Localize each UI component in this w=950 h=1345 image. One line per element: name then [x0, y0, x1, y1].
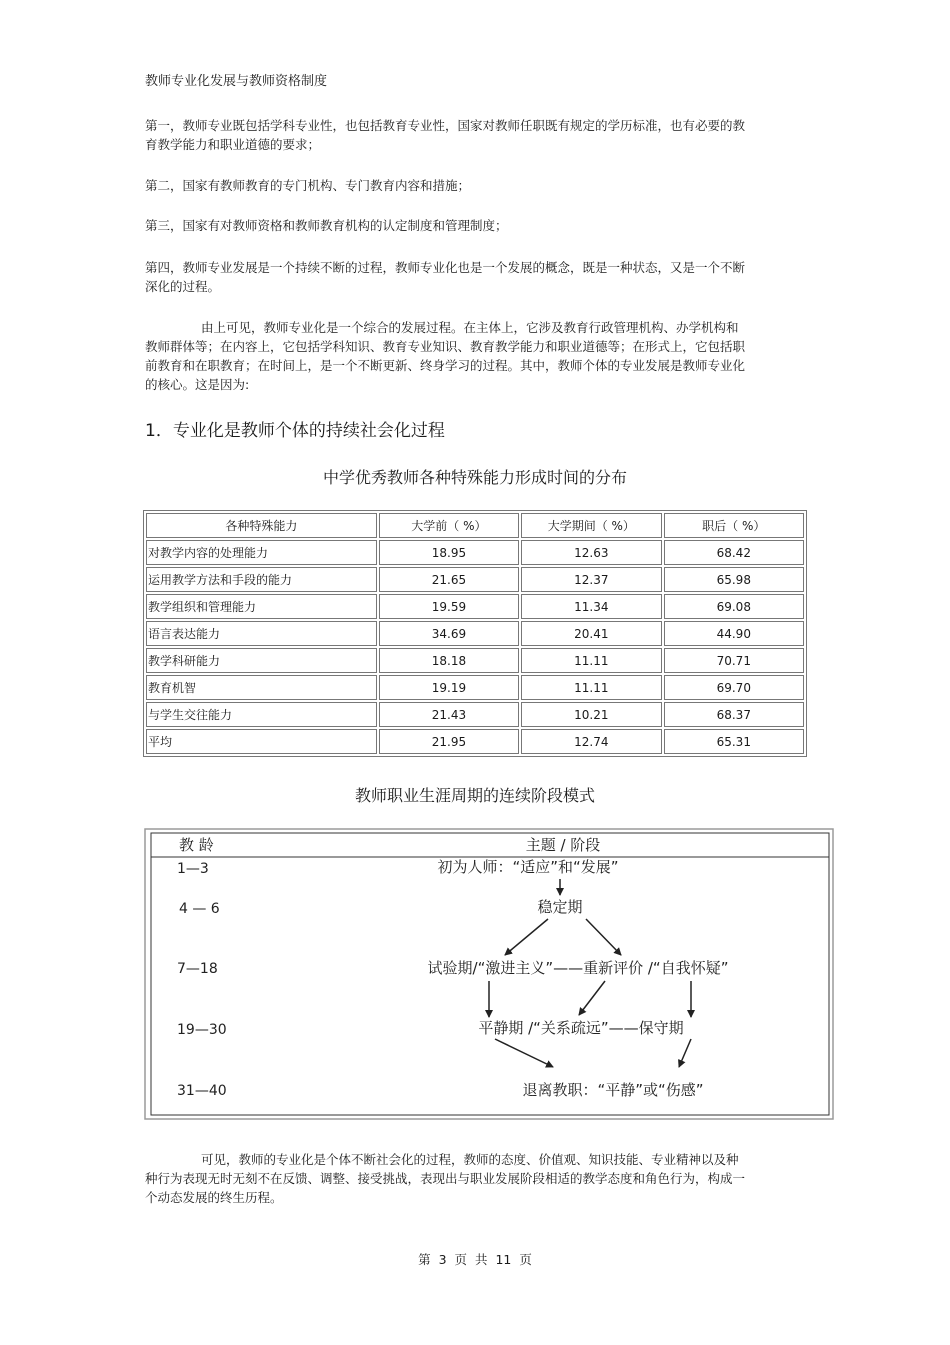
- paragraph-closing: 可见，教师的专业化是个体不断社会化的过程，教师的态度、价值观、知识技能、专业精神以及种种行为表现无时无刻不在反馈、调整、接受挑战，表现出与职业发展阶段相适的教学态度和角色行为，构成一个动态发展的终生历程。: [145, 1152, 746, 1205]
- stage-calm: 平静期 /“关系疏远”——保守期: [478, 1019, 684, 1037]
- ability-name-cell: 语言表达能力: [146, 621, 377, 646]
- ability-name-cell: 教育机智: [146, 675, 377, 700]
- arrow-reevaluation-to-distance: [579, 981, 605, 1015]
- post-employment-cell: 65.98: [664, 567, 804, 592]
- college-cell: 11.34: [521, 594, 661, 619]
- ability-name-cell: 教学科研能力: [146, 648, 377, 673]
- college-cell: 12.63: [521, 540, 661, 565]
- header-age-label: 教 龄: [179, 836, 214, 854]
- post-employment-cell: 68.37: [664, 702, 804, 727]
- age-label: 7—18: [177, 961, 218, 977]
- table-title: 中学优秀教师各种特殊能力形成时间的分布: [322, 468, 627, 487]
- arrow-conservative-to-retire: [679, 1039, 691, 1067]
- column-header: 职后（ %）: [664, 513, 804, 538]
- stage-retire: 退离教职：“平静”或“伤感”: [522, 1081, 704, 1099]
- post-employment-cell: 69.70: [664, 675, 804, 700]
- pre-college-cell: 21.43: [379, 702, 519, 727]
- pre-college-cell: 19.59: [379, 594, 519, 619]
- page-footer: 第 3 页 共 11 页: [418, 1252, 532, 1267]
- post-employment-cell: 68.42: [664, 540, 804, 565]
- table-row: [146, 594, 804, 619]
- paragraph-fourth: 第四，教师专业发展是一个持续不断的过程，教师专业化也是一个发展的概念，既是一种状态，又是一个不断深化的过程。: [145, 260, 746, 294]
- college-cell: 12.74: [521, 729, 661, 754]
- college-cell: 12.37: [521, 567, 661, 592]
- diagram-title: 教师职业生涯周期的连续阶段模式: [354, 786, 595, 805]
- pre-college-cell: 18.95: [379, 540, 519, 565]
- ability-name-cell: 对教学内容的处理能力: [146, 540, 377, 565]
- section-heading: 1．专业化是教师个体的持续社会化过程: [145, 421, 445, 441]
- pre-college-cell: 21.95: [379, 729, 519, 754]
- ability-name-cell: 与学生交往能力: [146, 702, 377, 727]
- college-cell: 11.11: [521, 675, 661, 700]
- age-label: 31—40: [177, 1083, 227, 1099]
- ability-name-cell: 运用教学方法和手段的能力: [146, 567, 377, 592]
- table-row: [146, 648, 804, 673]
- post-employment-cell: 44.90: [664, 621, 804, 646]
- post-employment-cell: 65.31: [664, 729, 804, 754]
- table-header-row: [146, 513, 804, 538]
- pre-college-cell: 21.65: [379, 567, 519, 592]
- career-stage-diagram: [143, 825, 837, 1125]
- paragraph-summary: 由上可见，教师专业化是一个综合的发展过程。在主体上，它涉及教育行政管理机构、办学机构和教师群体等；在内容上，它包括学科知识、教育专业知识、教育教学能力和职业道德等；在形式上，它包括职前教育和在职教育；在时间上，是一个不断更新、终身学习的过程。其中，教师个体的专业发展是教师专业化的核心。这是因为:: [145, 320, 746, 392]
- ability-distribution-table: [143, 510, 807, 757]
- table-row: [146, 567, 804, 592]
- stage-stable: 稳定期: [537, 898, 583, 916]
- arrow-calm-to-retire: [495, 1039, 553, 1067]
- stage-novice: 初为人师：“适应”和“发展”: [437, 858, 619, 876]
- age-label: 19—30: [177, 1022, 227, 1038]
- pre-college-cell: 19.19: [379, 675, 519, 700]
- college-cell: 11.11: [521, 648, 661, 673]
- stage-experiment: 试验期/“激进主义”——重新评价 /“自我怀疑”: [427, 959, 729, 977]
- table-row: [146, 675, 804, 700]
- header-theme-label: 主题 / 阶段: [525, 836, 601, 854]
- pre-college-cell: 34.69: [379, 621, 519, 646]
- column-header: 大学前（ %）: [379, 513, 519, 538]
- column-header: 大学期间（ %）: [521, 513, 661, 538]
- post-employment-cell: 70.71: [664, 648, 804, 673]
- college-cell: 20.41: [521, 621, 661, 646]
- age-label: 1—3: [177, 861, 209, 877]
- arrow-stable-to-experiment: [505, 919, 548, 955]
- column-header: 各种特殊能力: [146, 513, 377, 538]
- college-cell: 10.21: [521, 702, 661, 727]
- table-row: [146, 621, 804, 646]
- table-row: [146, 702, 804, 727]
- post-employment-cell: 69.08: [664, 594, 804, 619]
- arrow-stable-to-reevaluation: [586, 919, 621, 955]
- paragraph-first: 第一，教师专业既包括学科专业性，也包括教育专业性，国家对教师任职既有规定的学历标准，也有必要的教育教学能力和职业道德的要求；: [145, 118, 746, 152]
- table-row: [146, 540, 804, 565]
- paragraph-third: 第三，国家有对教师资格和教师教育机构的认定制度和管理制度；: [145, 218, 508, 233]
- table-row-average: [146, 729, 804, 754]
- document-title: 教师专业化发展与教师资格制度: [145, 74, 328, 89]
- ability-name-cell: 教学组织和管理能力: [146, 594, 377, 619]
- paragraph-second: 第二，国家有教师教育的专门机构、专门教育内容和措施；: [145, 178, 471, 193]
- pre-college-cell: 18.18: [379, 648, 519, 673]
- age-label: 4 — 6: [179, 901, 220, 917]
- ability-name-cell: 平均: [146, 729, 377, 754]
